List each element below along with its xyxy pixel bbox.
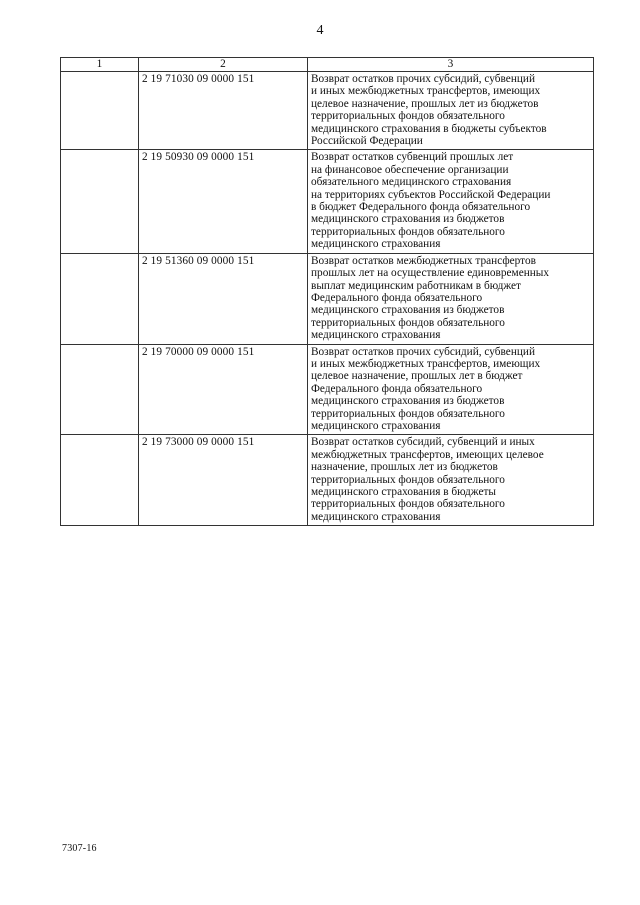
table-row xyxy=(61,435,594,526)
footer-document-code: 7307-16 xyxy=(62,843,97,854)
row-number-cell xyxy=(61,344,139,435)
table-body xyxy=(61,72,594,526)
description-line: Возврат остатков межбюджетных трансфертов xyxy=(311,254,536,267)
column-header-3: 3 xyxy=(308,58,594,72)
description-line: выплат медицинским работникам в бюджет xyxy=(311,279,521,292)
description-line: Российской Федерации xyxy=(311,135,423,148)
description-line: медицинского страхования из бюджетов xyxy=(311,395,505,408)
budget-code-cell: 2 19 73000 09 0000 151 xyxy=(139,435,308,526)
description-line: и иных межбюджетных трансфертов, имеющих xyxy=(311,357,541,370)
description-line: территориальных фондов обязательного xyxy=(311,110,505,123)
budget-code-cell: 2 19 51360 09 0000 151 xyxy=(139,253,308,344)
description-cell xyxy=(308,344,594,435)
description-line: медицинского страхования из бюджетов xyxy=(311,304,505,317)
description-line: медицинского страхования xyxy=(311,329,441,342)
description-line: территориальных фондов обязательного xyxy=(311,407,505,420)
description-line: межбюджетных трансфертов, имеющих целевое xyxy=(311,448,544,461)
column-header-2: 2 xyxy=(139,58,308,72)
description-line: Федерального фонда обязательного xyxy=(311,382,483,395)
page-number: 4 xyxy=(316,23,324,38)
row-number-cell xyxy=(61,435,139,526)
row-number-cell xyxy=(61,150,139,253)
description-cell xyxy=(308,253,594,344)
description-line: территориальных фондов обязательного xyxy=(311,498,505,511)
description-line: и иных межбюджетных трансфертов, имеющих xyxy=(311,85,541,98)
budget-code-cell: 2 19 50930 09 0000 151 xyxy=(139,150,308,253)
table-row xyxy=(61,72,594,150)
description-line: медицинского страхования из бюджетов xyxy=(311,213,505,226)
row-number-cell xyxy=(61,72,139,150)
description-line: целевое назначение, прошлых лет в бюджет xyxy=(311,370,523,383)
description-line: Возврат остатков прочих субсидий, субвенций xyxy=(311,73,535,85)
description-line: медицинского страхования в бюджеты субъектов xyxy=(311,122,547,135)
description-line: Федерального фонда обязательного xyxy=(311,291,483,304)
description-line: на территориях субъектов Российской Федерации xyxy=(311,188,551,201)
budget-code-cell: 2 19 71030 09 0000 151 xyxy=(139,72,308,150)
description-line: в бюджет Федерального фонда обязательного xyxy=(311,201,531,214)
budget-codes-table xyxy=(60,57,594,526)
description-line: территориальных фондов обязательного xyxy=(311,225,505,238)
description-cell xyxy=(308,150,594,253)
description-line: назначение, прошлых лет из бюджетов xyxy=(311,461,498,474)
table-row xyxy=(61,150,594,253)
table-row xyxy=(61,344,594,435)
description-line: медицинского страхования в бюджеты xyxy=(311,486,496,498)
table-header-row xyxy=(61,58,594,72)
row-number-cell xyxy=(61,253,139,344)
description-cell xyxy=(308,435,594,526)
description-line: обязательного медицинского страхования xyxy=(311,176,512,189)
description-line: на финансовое обеспечение организации xyxy=(311,163,509,176)
description-line: территориальных фондов обязательного xyxy=(311,473,505,486)
table-row xyxy=(61,253,594,344)
description-line: Возврат остатков прочих субсидий, субвенций xyxy=(311,345,535,358)
description-cell xyxy=(308,72,594,150)
description-line: целевое назначение, прошлых лет из бюджетов xyxy=(311,97,539,110)
description-line: Возврат остатков субсидий, субвенций и иных xyxy=(311,436,535,449)
column-header-1: 1 xyxy=(61,58,139,72)
budget-code-cell: 2 19 70000 09 0000 151 xyxy=(139,344,308,435)
description-line: прошлых лет на осуществление единовременных xyxy=(311,267,550,280)
description-line: медицинского страхования xyxy=(311,419,441,432)
description-line: территориальных фондов обязательного xyxy=(311,316,505,329)
description-line: Возврат остатков субвенций прошлых лет xyxy=(311,151,514,164)
description-line: медицинского страхования xyxy=(311,238,441,251)
description-line: медицинского страхования xyxy=(311,510,441,523)
